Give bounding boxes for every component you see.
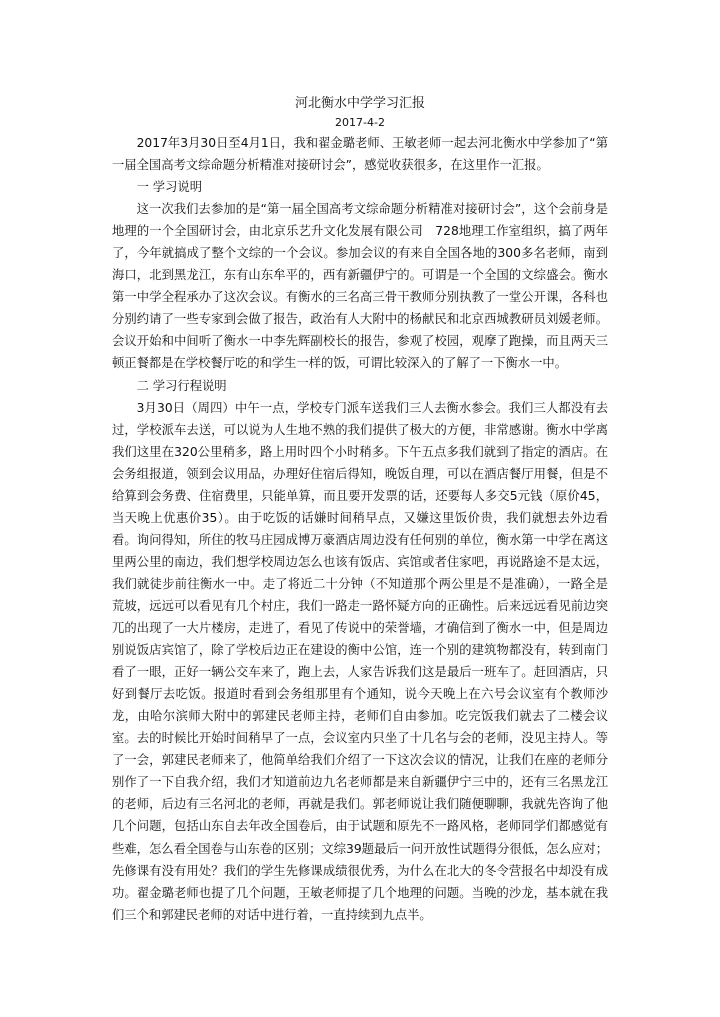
- document-date: 2017-4-2: [335, 116, 385, 129]
- section-2-heading: 二 学习行程说明: [136, 378, 227, 393]
- document-title: 河北衡水中学学习汇报: [294, 96, 425, 111]
- document-content: [112, 94, 608, 926]
- section-2-paragraph: 3月30日（周四）中午一点，学校专门派车送我们三人去衡水参会。我们三人都没有去过，学校派车去送，可以说为人生地不熟的我们提供了极大的方便，非常感谢。衡水中学离我们这里在320公里稍多，路上用时四个小时稍多。下午五点多我们就到了指定的酒店。在会务组报道，领到会议用品，办理好住宿后得知，晚饭自理，可以在酒店餐厅用餐，但是不给算到会务费、住宿费里，只能单算，而且要开发票的话，还要每人多交5元钱（原价45，当天晚上优惠价35）。由于吃饭的话嫌时间稍早点，又嫌这里饭价贵，我们就想去外边看看。询问得知，所住的牧马庄园成博万豪酒店周边没有任何别的单位，衡水第一中学在离这里两公里的南边，我们想学校周边怎么也该有饭店、宾馆或者住家吧，再说路途不是太远，我们就徒步前往衡水一中。走了将近二十分钟（不知道那个两公里是不是准确），一路全是荒坡，远远可以看见有几个村庄，我们一路走一路怀疑方向的正确性。后来远远看见前边突兀的出现了一大片楼房，走进了，看见了传说中的荣誉墙，才确信到了衡水一中，但是周边别说饭店宾馆了，除了学校后边正在建设的衡中公馆，连一个别的建筑物都没有，转到南门看了一眼，正好一辆公交车来了，跑上去，人家告诉我们这是最后一班车了。赶回酒店，只好到餐厅去吃饭。报道时看到会务组那里有个通知，说今天晚上在六号会议室有个教师沙龙，由哈尔滨师大附中的郭建民老师主持，老师们自由参加。吃完饭我们就去了二楼会议室。去的时候比开始时间稍早了一点，会议室内只坐了十几名与会的老师，没见主持人。等了一会，郭建民老师来了，他简单给我们介绍了一下这次会议的情况，让我们在座的老师分别作了一下自我介绍，我们才知道前边九名老师都是来自新疆伊宁三中的，还有三名黑龙江的老师，后边有三名河北的老师，再就是我们。郭老师说让我们随便聊聊，我就先咨询了他几个问题，包括山东自去年改全国卷后，由于试题和原先不一路风格，老师同学们都感觉有些难，怎么看全国卷与山东卷的区别；文综39题最后一问开放性试题得分很低，怎么应对；先修课有没有用处？我们的学生先修课成绩很优秀，为什么在北大的冬令营报名中却没有成功。翟金璐老师也提了几个问题，王敏老师提了几个地理的问题。当晚的沙龙，基本就在我们三个和郭建民老师的对话中进行着，一直持续到九点半。: [112, 400, 608, 922]
- section-1-heading: 一 学习说明: [136, 180, 202, 195]
- section-1-paragraph: 这一次我们去参加的是“第一届全国高考文综命题分析精准对接研讨会”，这个会前身是地理的一个全国研讨会，由北京乐艺升文化发展有限公司 728地理工作室组织，搞了两年了，今年就搞成了整个文综的一个会议。参加会议的有来自全国各地的300多名老师，南到海口，北到黑龙江，东有山东牟平的，西有新疆伊宁的。可谓是一个全国的文综盛会。衡水第一中学全程承办了这次会议。有衡水的三名高三骨干教师分别执教了一堂公开课，各科也分别约请了一些专家到会做了报告，政治有人大附中的杨献民和北京西城教研员刘媛老师。会议开始和中间听了衡水一中李先辉副校长的报告，参观了校园，观摩了跑操，而且两天三顿正餐都是在学校餐厅吃的和学生一样的饭，可谓比较深入的了解了一下衡水一中。: [112, 202, 608, 371]
- intro-paragraph: 2017年3月30日至4月1日，我和翟金璐老师、王敏老师一起去河北衡水中学参加了“第一届全国高考文综命题分析精准对接研讨会”，感觉收获很多，在这里作一汇报。: [112, 136, 608, 173]
